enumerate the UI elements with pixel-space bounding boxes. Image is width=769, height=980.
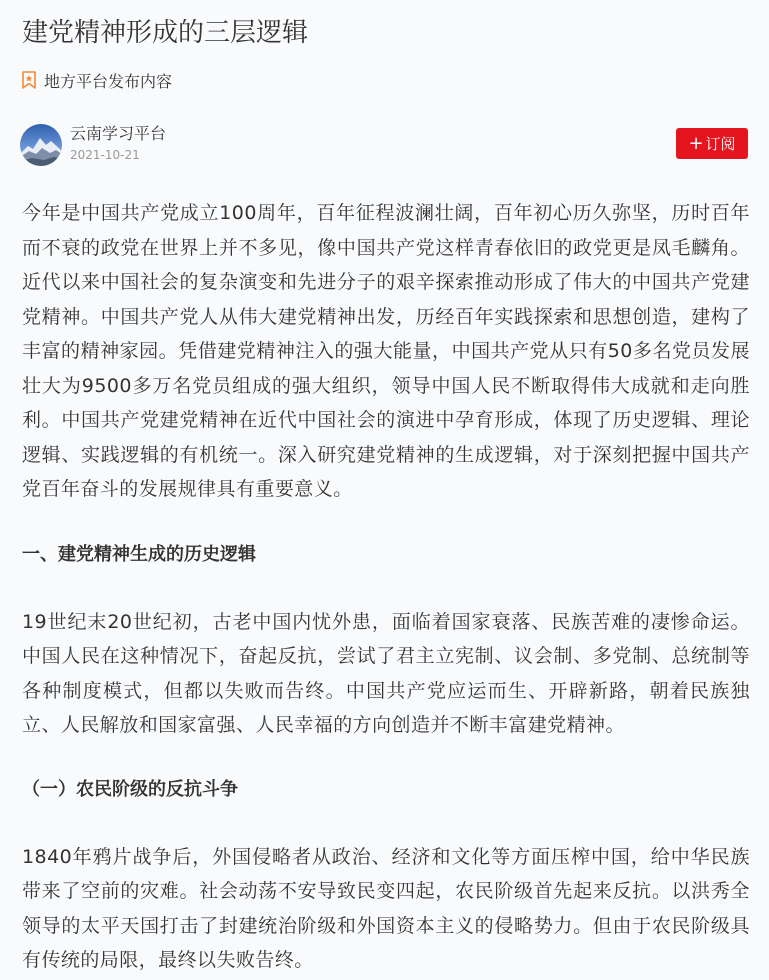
subscribe-label: 订阅 (705, 135, 736, 153)
source-row (22, 68, 172, 92)
publisher-avatar[interactable] (20, 124, 62, 166)
source-label: 地方平台发布内容 (44, 71, 173, 91)
paragraph-intro: 今年是中国共产党成立100周年，百年征程波澜壮阔，百年初心历久弥坚，历时百年而不衰的政党在世界上并不多见，像中国共产党这样青春依旧的政党更是凤毛麟角。近代以来中国社会的复杂演变和先进分子的艰辛探索推动形成了伟大的中国共产党建党精神。中国共产党人从伟大建党精神出发，历经百年实践探索和思想创造，建构了丰富的精神家园。凭借建党精神注入的强大能量，中国共产党从只有50多名党员发展壮大为9500多万名党员组成的强大组织，领导中国人民不断取得伟大成就和走向胜利。中国共产党建党精神在近代中国社会的演进中孕育形成，体现了历史逻辑、理论逻辑、实践逻辑的有机统一。深入研究建党精神的生成逻辑，对于深刻把握中国共产党百年奋斗的发展规律具有重要意义。 (22, 202, 750, 500)
paragraph-peasant: 1840年鸦片战争后，外国侵略者从政治、经济和文化等方面压榨中国，给中华民族带来了空前的灾难。社会动荡不安导致民变四起，农民阶级首先起来反抗。以洪秀全领导的太平天国打击了封建统治阶级和外国资本主义的侵略势力。但由于农民阶级具有传统的局限，最终以失败告终。 (22, 845, 750, 971)
article-body (22, 196, 750, 978)
section-heading-1: 一、建党精神生成的历史逻辑 (22, 543, 256, 565)
paragraph-history: 19世纪末20世纪初，古老中国内忧外患，面临着国家衰落、民族苦难的凄惨命运。中国人民在这种情况下，奋起反抗，尝试了君主立宪制、议会制、多党制、总统制等各种制度模式，但都以失败而告终。中国共产党应运而生、开辟新路，朝着民族独立、人民解放和国家富强、人民幸福的方向创造并不断丰富建党精神。 (22, 610, 750, 736)
publisher-name[interactable]: 云南学习平台 (70, 124, 167, 143)
bookmark-icon (22, 71, 36, 89)
subsection-heading-1: （一）农民阶级的反抗斗争 (22, 778, 238, 800)
publish-date: 2021-10-21 (70, 148, 140, 162)
plus-icon: + (688, 132, 704, 154)
article-title: 建党精神形成的三层逻辑 (22, 18, 309, 48)
subscribe-button[interactable] (676, 128, 748, 159)
